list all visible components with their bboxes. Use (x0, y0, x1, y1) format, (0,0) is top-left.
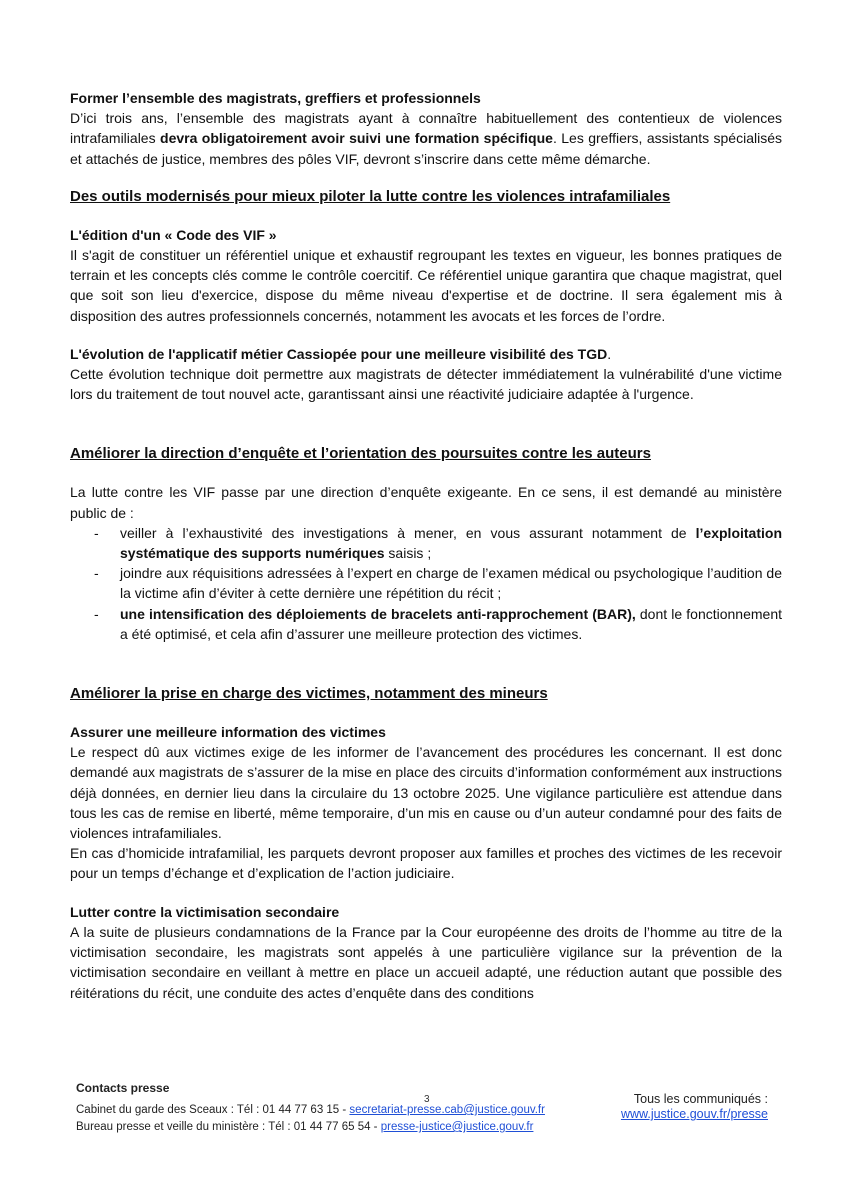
paragraph-formation: D’ici trois ans, l’ensemble des magistrats ayant à connaître habituellement des contentieux de violences intrafamiliales devra obligatoirement avoir suivi une formation spécifique. Les greffiers, assistants spécialisés et attachés de justice, membres des pôles VIF, devront s’inscrire dans cette même démarche. (70, 110, 782, 167)
paragraph-homicide: En cas d’homicide intrafamilial, les parquets devront proposer aux familles et proches des victimes de les recevoir pour un temps d’échange et d’explication de l’action judiciaire. (70, 845, 782, 882)
paragraph-victimisation: A la suite de plusieurs condamnations de la France par la Cour européenne des droits de l’homme au titre de la victimisation secondaire, les magistrats sont appelés à une particulière vigilance sur la prévention de la victimisation secondaire en veillant à mettre en place un accueil adapté, une réduction autant que possible des réitérations du récit, une conduite des actes d’enquête dans des conditions (70, 923, 782, 1001)
footer-communiques (621, 1092, 768, 1122)
footer-bureau-line: Bureau presse et veille du ministère : Tél : 01 44 77 65 54 - presse-justice@justice.gouv.fr (76, 1121, 534, 1133)
press-contacts-footer (76, 1080, 776, 1136)
list-item: - veiller à l’exhaustivité des investigations à mener, en vous assurant notamment de l’exploitation systématique des supports numériques saisis ; (94, 524, 782, 562)
paragraph-information: Le respect dû aux victimes exige de les informer de l’avancement des procédures les concernant. Il est donc demandé aux magistrats de s’assurer de la mise en place des circuits d’information conformément aux instructions déjà données, en dernier lieu dans la circulaire du 13 octobre 2025. Une vigilance particulière est attendue dans tous les cas de remise en liberté, même temporaire, d’un mis en cause ou d’un auteur condamné pour des faits de violences intrafamiliales. (70, 744, 782, 842)
footer-title: Contacts presse (76, 1081, 170, 1095)
paragraph-cassiopee: Cette évolution technique doit permettre aux magistrats de détecter immédiatement la vulnérabilité d'une victime lors du traitement de tout nouvel acte, garantissant ainsi une réactivité judiciaire adaptée à l'urgence. (70, 366, 782, 403)
subheading-code-vif: L'édition d'un « Code des VIF » (70, 226, 277, 243)
subheading-information: Assurer une meilleure information des victimes (70, 724, 386, 741)
section-title-enquete: Améliorer la direction d’enquête et l’orientation des poursuites contre les auteurs (70, 445, 651, 463)
cabinet-email-link[interactable]: secretariat-presse.cab@justice.gouv.fr (349, 1104, 545, 1116)
communiques-label: Tous les communiqués : (633, 1092, 768, 1106)
section-heading-former: Former l’ensemble des magistrats, greffiers et professionnels (70, 90, 481, 106)
subheading-cassiopee: L'évolution de l'applicatif métier Cassiopée pour une meilleure visibilité des TGD. (70, 345, 612, 362)
list-item: - joindre aux réquisitions adressées à l’expert en charge de l’examen médical ou psychologique l’audition de la victime afin d’éviter à cette dernière une répétition du récit ; (94, 565, 782, 602)
enquete-list (70, 523, 782, 644)
paragraph-enquete-intro: La lutte contre les VIF passe par une direction d’enquête exigeante. En ce sens, il est demandé au ministère public de : (70, 484, 782, 521)
section-title-victimes: Améliorer la prise en charge des victimes, notamment des mineurs (70, 685, 548, 703)
page-number: 3 (424, 1094, 430, 1105)
section-title-outils: Des outils modernisés pour mieux piloter la lutte contre les violences intrafamiliales (70, 187, 671, 205)
document-body (70, 88, 782, 1003)
bureau-email-link[interactable]: presse-justice@justice.gouv.fr (380, 1121, 534, 1133)
subheading-victimisation: Lutter contre la victimisation secondaire (70, 903, 340, 920)
footer-cabinet-line: Cabinet du garde des Sceaux : Tél : 01 44 77 63 15 - secretariat-presse.cab@justice.gouv.fr (76, 1104, 545, 1116)
paragraph-code-vif: Il s'agit de constituer un référentiel unique et exhaustif regroupant les textes en vigueur, les bonnes pratiques de terrain et les concepts clés comme le contrôle coercitif. Ce référentiel unique garantira que chaque magistrat, quel que soit son lieu d'exercice, dispose du même niveau d'expertise et de doctrine. Il sera également mis à disposition des autres professionnels concernés, notamment les avocats et les forces de l’ordre. (70, 247, 782, 324)
communiques-link[interactable]: www.justice.gouv.fr/presse (620, 1107, 768, 1121)
list-item: - une intensification des déploiements de bracelets anti-rapprochement (BAR), dont le fonctionnement a été optimisé, et cela afin d’assurer une meilleure protection des victimes. (94, 605, 782, 642)
